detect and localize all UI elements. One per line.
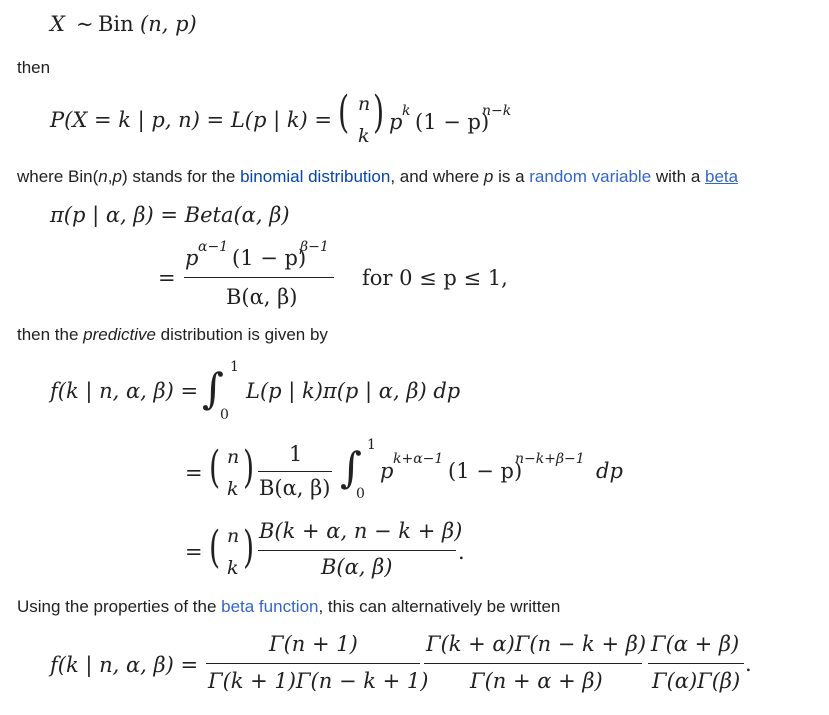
eq1-sim: ∼ xyxy=(76,12,94,36)
p1-comma: , xyxy=(107,167,113,186)
paren-left: ( xyxy=(338,87,350,138)
eq4-frac2-num: B(k + α, n − k + β) xyxy=(259,519,463,543)
eq5-f3-den: Γ(α)Γ(β) xyxy=(652,669,741,693)
eq3-cond: for 0 ≤ p ≤ 1, xyxy=(362,266,508,290)
eq4-integrand2-p: p xyxy=(380,459,394,483)
paren-right-2: ) xyxy=(243,442,255,493)
eq4-int-upper-1: 1 xyxy=(230,359,239,375)
p2-before: then the xyxy=(17,325,84,344)
eq4-integrand2-p-exp: k+α−1 xyxy=(393,451,444,467)
eq2-one-minus: (1 − p) xyxy=(415,110,490,134)
eq3-num-exp: α−1 xyxy=(198,239,229,255)
p1-p: p xyxy=(112,167,122,186)
eq1-args: (n, p) xyxy=(140,12,197,36)
eq4-frac2-den: B(α, β) xyxy=(321,555,393,579)
paren-right-3: ) xyxy=(243,522,255,573)
paragraph-predictive xyxy=(17,325,328,345)
eq2-lhs: P(X = k | p, n) = L(p | k) = xyxy=(50,108,333,132)
p2-em: predictive xyxy=(83,325,156,344)
eq2-p-exp: k xyxy=(402,103,411,119)
link-random-variable[interactable]: random variable xyxy=(529,167,652,186)
paragraph-bin-def xyxy=(17,167,738,187)
eq4-binom-bottom-2: k xyxy=(227,478,239,500)
eq4-eq-2: = xyxy=(185,461,203,485)
eq1-x: X xyxy=(50,12,65,36)
p1-before: where Bin( xyxy=(17,167,99,186)
eq3-den: B(α, β) xyxy=(226,285,298,309)
eq5-f2-bar xyxy=(424,663,642,664)
eq4-int-lower-1: 0 xyxy=(220,407,229,423)
p2-after: distribution is given by xyxy=(155,325,328,344)
eq2-exp: n−k xyxy=(482,103,512,119)
integral-sign-2: ∫ xyxy=(340,443,362,492)
eq4-binom-bottom-3: k xyxy=(227,557,239,579)
p1-after: ) stands for the xyxy=(121,167,241,186)
p3-after: , this can alternatively be written xyxy=(318,597,561,616)
eq5-period: . xyxy=(745,652,752,676)
eq2-binom-bottom: k xyxy=(358,125,370,147)
eq3-lhs: π(p | α, β) = Beta(α, β) xyxy=(50,203,290,227)
eq5-f2-den: Γ(n + α + β) xyxy=(470,669,603,693)
eq4-integrand2-dp: dp xyxy=(596,459,623,483)
eq4-integrand2-q: (1 − p) xyxy=(448,459,523,483)
eq4-int-upper-2: 1 xyxy=(367,437,376,453)
eq4-binom-top-2: n xyxy=(227,446,240,468)
eq1-bin: Bin xyxy=(98,12,134,36)
eq5-f1-den: Γ(k + 1)Γ(n − k + 1) xyxy=(208,669,429,693)
paren-right: ) xyxy=(373,87,385,138)
integral-sign-1: ∫ xyxy=(202,364,224,413)
eq5-f1-bar xyxy=(206,663,420,664)
eq3-num: p xyxy=(185,246,199,270)
eq5-f1-num: Γ(n + 1) xyxy=(269,632,358,656)
eq3-eq: = xyxy=(158,266,176,290)
eq4-frac1-bar xyxy=(258,471,332,472)
eq2-p: p xyxy=(389,110,403,134)
eq4-frac1-num: 1 xyxy=(289,442,303,466)
eq4-integrand2-q-exp: n−k+β−1 xyxy=(515,451,585,467)
eq3-num2-exp: β−1 xyxy=(300,239,329,255)
p1-mid: , and where xyxy=(390,167,484,186)
eq2-binom-top: n xyxy=(358,93,371,115)
p1-n: n xyxy=(98,167,108,186)
eq3-frac-bar xyxy=(184,277,334,278)
text-then: then xyxy=(17,58,51,77)
eq4-eq-3: = xyxy=(185,540,203,564)
eq5-f3-bar xyxy=(648,663,744,664)
eq5-f3-num: Γ(α + β) xyxy=(651,632,740,656)
paren-left-3: ( xyxy=(209,522,221,573)
eq4-binom-top-3: n xyxy=(227,525,240,547)
link-beta-function[interactable]: beta function xyxy=(221,597,319,616)
eq5-lhs: f(k | n, α, β) = xyxy=(50,653,199,677)
eq4-frac2-bar xyxy=(258,550,456,551)
eq4-frac1-den: B(α, β) xyxy=(259,476,331,500)
p1-p2: p xyxy=(483,167,494,186)
link-beta[interactable]: beta xyxy=(705,167,739,186)
p1-end: with a xyxy=(651,167,706,186)
eq3-num2: (1 − p) xyxy=(232,246,307,270)
paragraph-beta-function xyxy=(17,597,560,617)
p1-mid2: is a xyxy=(493,167,530,186)
eq4-lhs: f(k | n, α, β) = xyxy=(50,379,199,403)
link-binomial-distribution[interactable]: binomial distribution xyxy=(240,167,391,186)
p3-before: Using the properties of the xyxy=(17,597,222,616)
paren-left-2: ( xyxy=(209,442,221,493)
eq5-f2-num: Γ(k + α)Γ(n − k + β) xyxy=(426,632,647,656)
eq4-period: . xyxy=(458,540,465,564)
eq4-integrand-1: L(p | k)π(p | α, β) dp xyxy=(246,379,461,403)
eq4-int-lower-2: 0 xyxy=(356,486,365,502)
